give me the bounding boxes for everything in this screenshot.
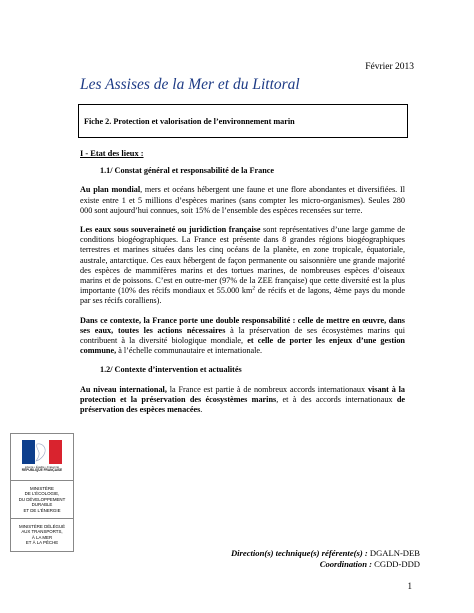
bold-run: de préservation des espèces menacées: [80, 394, 405, 415]
text-run: .: [200, 405, 203, 415]
subsection-heading-2: 1.2/ Contexte d’intervention et actualités: [100, 365, 242, 375]
ministry-line: AUX TRANSPORTS,: [21, 529, 63, 535]
direction-value: DGALN-DEB: [367, 548, 420, 558]
paragraph-plan-mondial: [80, 185, 405, 216]
ministry-line: MINISTÈRE DÉLÉGUÉ: [18, 524, 66, 530]
marianne-flag-icon: [15, 440, 69, 464]
bold-run: Au plan mondial: [80, 185, 141, 195]
ministry-line: MINISTÈRE: [30, 486, 54, 491]
text-run: , et à des accords internationaux: [276, 394, 397, 404]
bold-run: Au niveau international,: [80, 384, 167, 394]
document-body: [80, 149, 405, 424]
paragraph-responsabilite: [80, 316, 405, 357]
ministry-transports: [10, 519, 74, 552]
text-run: sont représentatives d’une large gamme de conditions biogéographiques. La France est présente dans 8 grandes régions biogéographiques terrestres et marines situées dans les cinq océans de la planète, en zone tropicale, équatoriale, australe, antarctique. Ces eaux hébergent de façon permanente ou saisonnière une grande majorité des espèces de mammifères marins et des tortues marines, de nombreuses espèces d’oiseaux marins et de poissons. C’est en outre-mer (97% de la ZEE française) que cette diversité est la plus importante (10% des récifs mondiaux et 55.000 km: [80, 225, 405, 296]
bold-run: Dans ce contexte, la France porte une double responsabilité : celle de mettre en œuvre, dans ses eaux, toutes les actions nécessaires: [80, 315, 405, 335]
coordination-value: CGDD-DDD: [372, 559, 420, 569]
fiche-title: Fiche 2. Protection et valorisation de l’environnement marin: [84, 116, 295, 126]
ministry-sidebar: [10, 433, 74, 552]
logo-republic: RÉPUBLIQUE FRANÇAISE: [21, 468, 63, 473]
logo-motto: Liberté • Égalité • Fraternité: [24, 465, 60, 469]
page-number: 1: [407, 581, 412, 591]
coordination-label: Coordination :: [319, 559, 373, 569]
republic-logo: [10, 433, 74, 481]
footer-references: [190, 548, 420, 570]
text-run: à l’échelle communautaire et internationale.: [116, 346, 263, 356]
ministry-ecologie: [10, 481, 74, 519]
ministry-line: ET DE L’ÉNERGIE: [23, 507, 61, 513]
direction-label: Direction(s) technique(s) référente(s) :: [230, 548, 368, 558]
ministry-line: DU DÉVELOPPEMENT: [18, 496, 66, 502]
direction-line: [190, 548, 420, 559]
ministry-line: DE L’ÉCOLOGIE,: [24, 491, 60, 497]
document-title: Les Assises de la Mer et du Littoral: [80, 76, 300, 93]
text-run: de récifs et de lagons, 4ème pays du monde par ses récifs coralliens).: [80, 286, 405, 306]
paragraph-eaux-francaises: [80, 225, 405, 307]
section-heading: I - Etat des lieux :: [80, 149, 144, 158]
ministry-line: DURABLE: [31, 502, 53, 508]
superscript: 2: [252, 285, 256, 292]
ministry-line: À LA MER: [31, 534, 53, 540]
bold-run: et celle de porter les enjeux d’une gestion commune,: [80, 336, 405, 356]
ministry-line: ET À LA PÊCHE: [25, 540, 59, 546]
subsection-heading-1: 1.1/ Constat général et responsabilité de la France: [100, 166, 275, 176]
text-run: la France est partie à de nombreux accords internationaux: [166, 384, 368, 394]
fiche-box: [78, 104, 408, 138]
text-run: , mers et océans hébergent une faune et une flore abondantes et diversifiées. Il existe entre 1 et 5 millions d’espèces marines (sans compter les micro-organismes). Seules 280 000 sont aujourd’hui connues, soit 15% de l’ensemble des espèces recensées sur terre.: [80, 185, 405, 215]
text-run: à la préservation de ses écosystèmes marins qui contribuent à la diversité biologique mondiale,: [80, 325, 405, 346]
bold-run: visant à la protection et la préservation des écosystèmes marins: [80, 384, 405, 404]
bold-run: Les eaux sous souveraineté ou juridiction française: [80, 225, 261, 235]
date: Février 2013: [365, 62, 414, 72]
paragraph-international: [80, 385, 405, 416]
coordination-line: [190, 559, 420, 570]
